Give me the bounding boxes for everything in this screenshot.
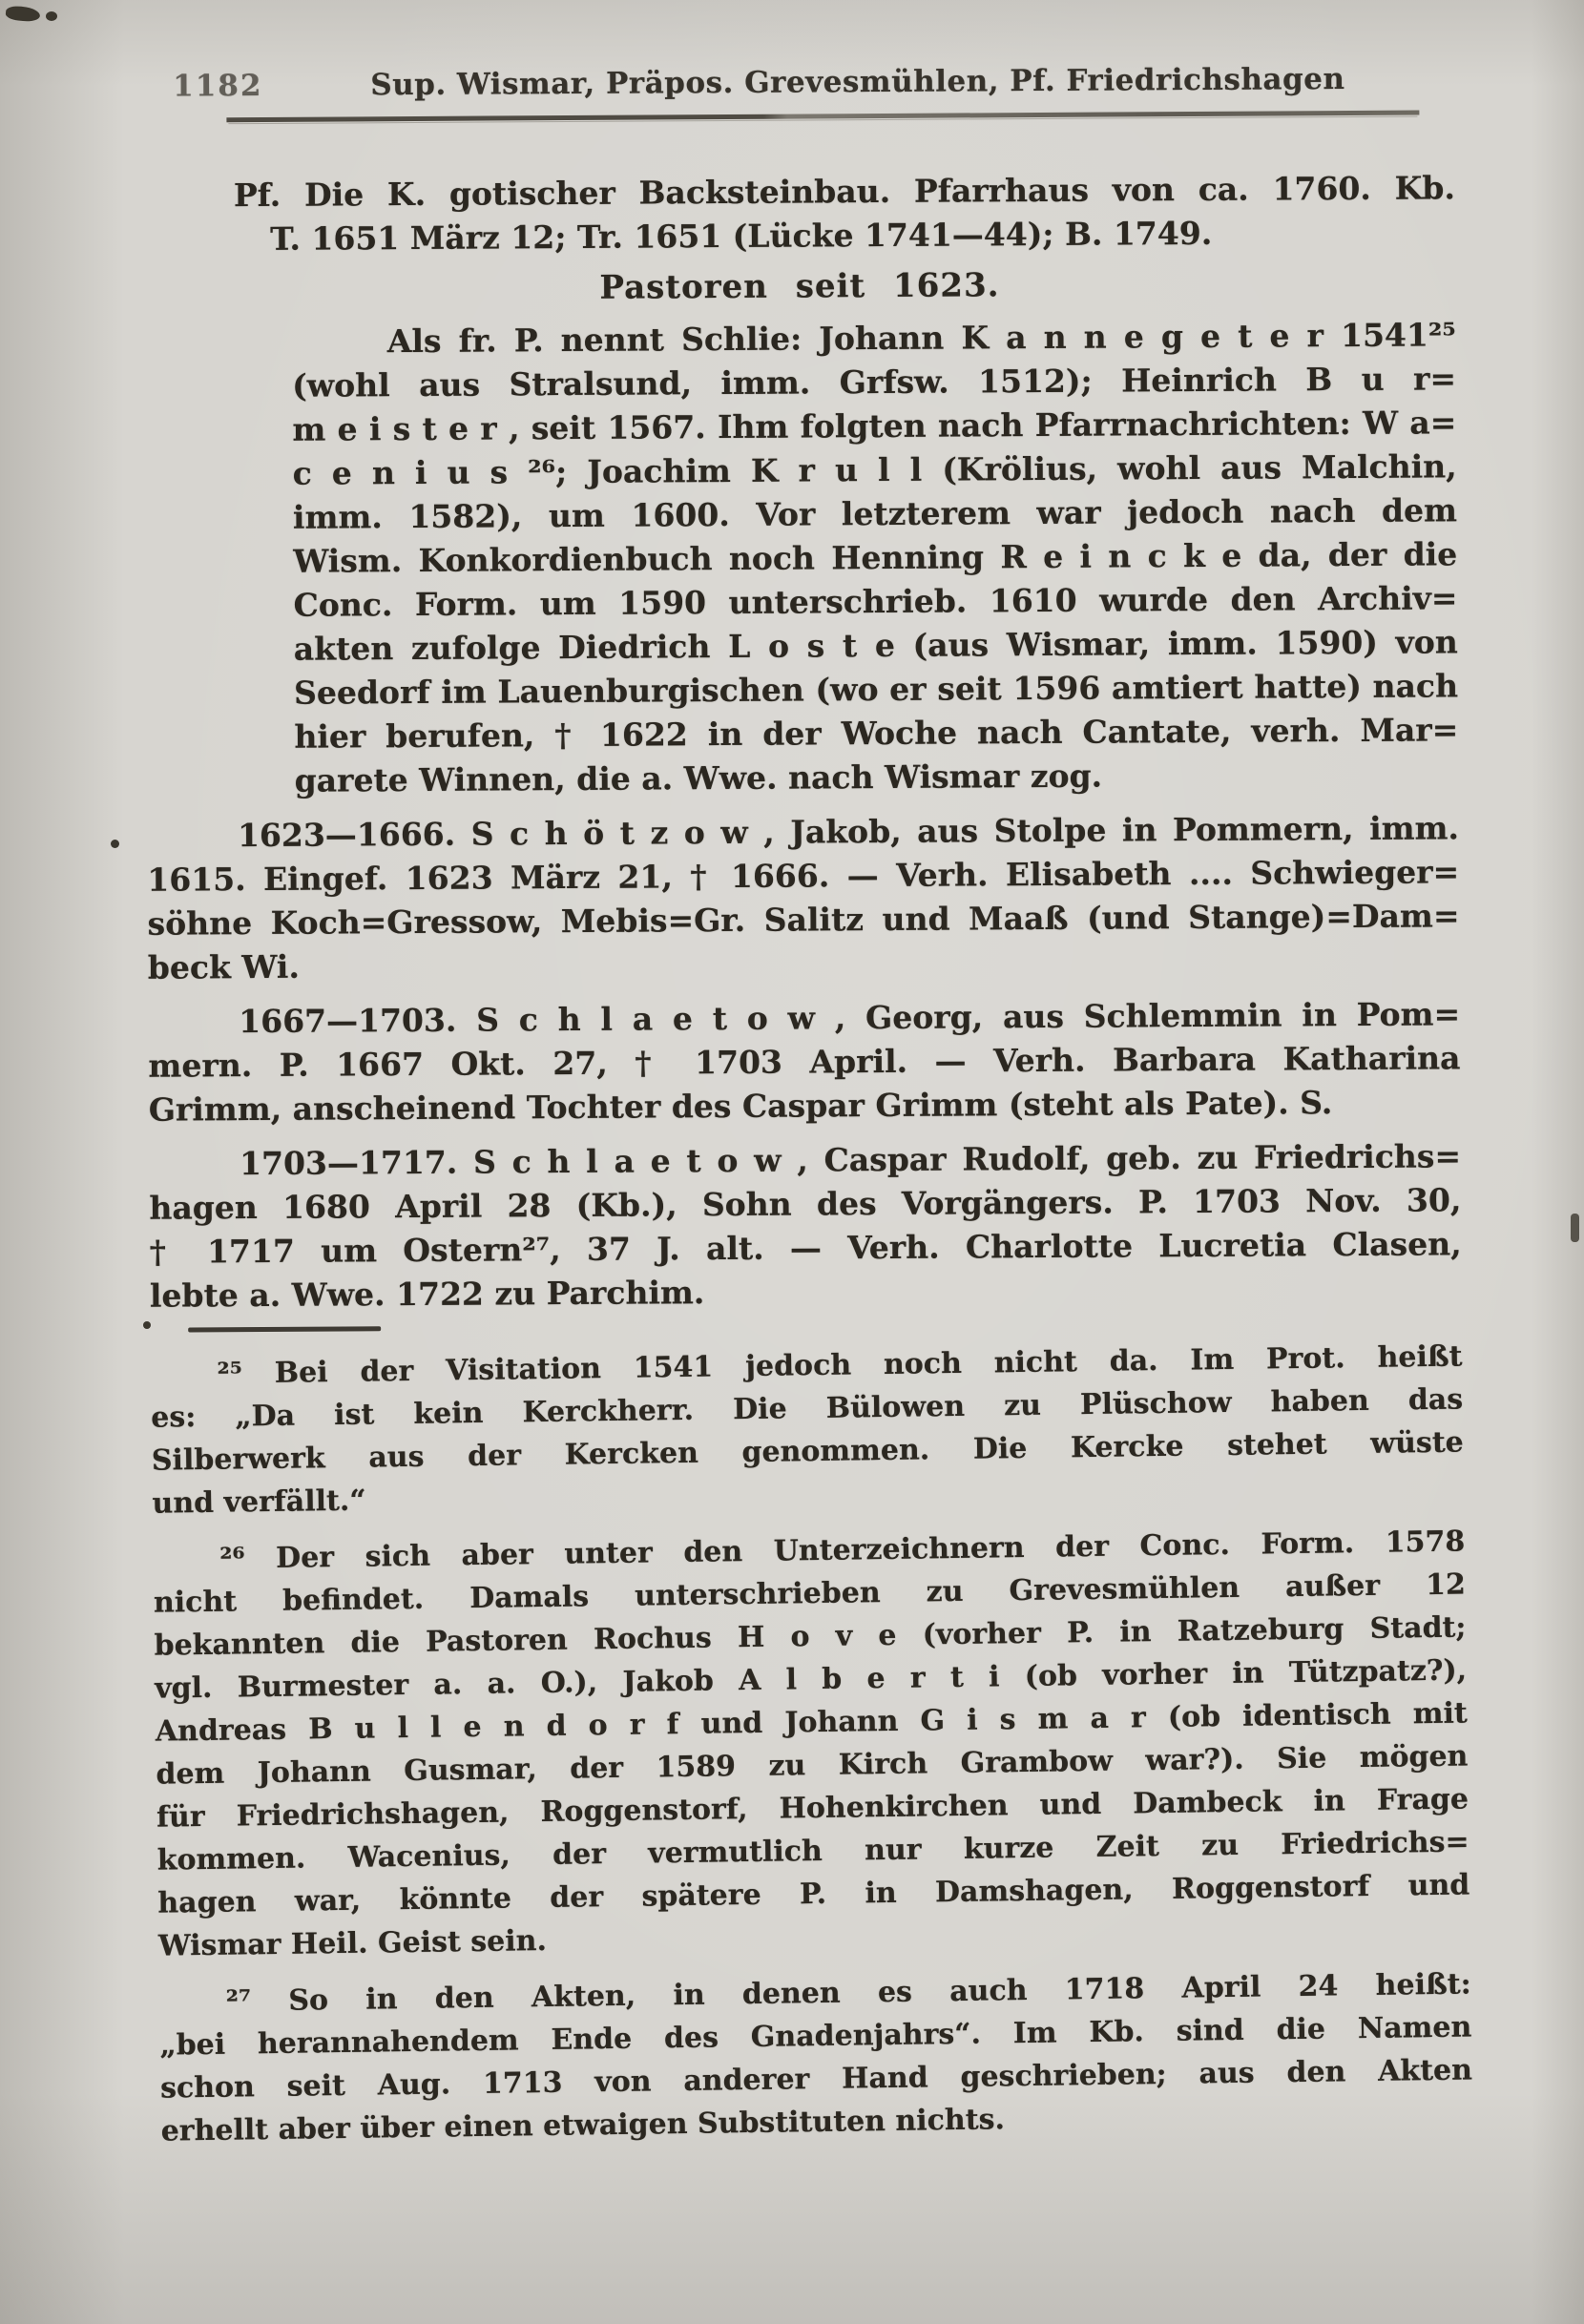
intro-paragraph <box>143 166 1456 261</box>
text-line: Grimm, anscheinend Tochter des Caspar Grimm (steht als Pate). S. <box>148 1084 1333 1129</box>
text-line: 1615. Eingef. 1623 März 21, † 1666. — Verh. Elisabeth .... Schwieger= <box>147 853 1460 899</box>
text-line: Seedorf im Lauenburgischen (wo er seit 1596 amtiert hatte) nach <box>293 667 1459 712</box>
text-line: kommen. Wacenius, der vermutlich nur kurze Zeit zu Friedrichs= <box>156 1825 1469 1878</box>
pastor-entry-1623-1666 <box>147 806 1460 989</box>
header-rule <box>226 111 1419 123</box>
text-line: Conc. Form. um 1590 unterschrieb. 1610 wurde den Archiv= <box>293 579 1458 624</box>
page-header <box>142 61 1454 109</box>
text-line: für Friedrichshagen, Roggenstorf, Hohenkirchen und Dambeck in Frage <box>156 1782 1469 1835</box>
text-line: c e n i u s ²⁶; Joachim K r u l l (Krölius, wohl aus Malchin, <box>292 447 1457 492</box>
text-line: hagen 1680 April 28 (Kb.), Sohn des Vorgängers. P. 1703 Nov. 30, <box>149 1181 1462 1227</box>
text-line: es: „Da ist kein Kerckherr. Die Bülowen zu Plüschow haben das <box>151 1382 1464 1435</box>
scan-artifact <box>111 840 119 848</box>
text-line: Als fr. P. nennt Schlie: Johann K a n n e g e t e r 1541²⁵ <box>386 316 1456 361</box>
text-line: Pf. Die K. gotischer Backsteinbau. Pfarrhaus von ca. 1760. Kb. <box>233 169 1456 215</box>
text-line: mern. P. 1667 Okt. 27, † 1703 April. — Verh. Barbara Katharina <box>148 1039 1461 1085</box>
text-line: Silberwerk aus der Kercken genommen. Die Kercke stehet wüste <box>151 1425 1465 1478</box>
text-line: T. 1651 März 12; Tr. 1651 (Lücke 1741—44); B. 1749. <box>270 214 1213 258</box>
text-line: Wism. Konkordienbuch noch Henning R e i n c k e da, der die <box>293 535 1458 580</box>
text-line: 1703—1717. S c h l a e t o w , Caspar Rudolf, geb. zu Friedrichs= <box>239 1137 1462 1183</box>
running-title: Sup. Wismar, Präpos. Grevesmühlen, Pf. Friedrichshagen <box>370 62 1345 103</box>
text-line: erhellt aber über einen etwaigen Substituten nichts. <box>160 2103 1006 2148</box>
text-line: hagen war, könnte der spätere P. in Damshagen, Roggenstorf und <box>157 1868 1470 1920</box>
text-line: 1623—1666. S c h ö t z o w , Jakob, aus Stolpe in Pommern, imm. <box>237 809 1460 855</box>
section-heading: Pastoren seit 1623. <box>599 266 1000 307</box>
text-line: ²⁵ Bei der Visitation 1541 jedoch noch nicht da. Im Prot. heißt <box>217 1339 1463 1391</box>
text-line: 1667—1703. S c h l a e t o w , Georg, aus Schlemmin in Pom= <box>239 995 1461 1041</box>
text-line: lebte a. Wwe. 1722 zu Parchim. <box>149 1274 705 1315</box>
footnote-27 <box>159 1962 1473 2152</box>
text-line: bekannten die Pastoren Rochus H o v e (vorher P. in Ratzeburg Stadt; <box>154 1610 1467 1663</box>
text-line: hier berufen, † 1622 in der Woche nach Cantate, verh. Mar= <box>294 711 1459 756</box>
text-line: (wohl aus Stralsund, imm. Grfsw. 1512); Heinrich B u r= <box>292 360 1457 405</box>
text-line: beck Wi. <box>147 947 300 986</box>
text-line: Wismar Heil. Geist sein. <box>157 1923 548 1963</box>
text-line: ²⁶ Der sich aber unter den Unterzeichnern der Conc. Form. 1578 <box>219 1525 1466 1576</box>
scan-artifact <box>1571 1214 1579 1242</box>
scan-artifact <box>46 11 57 21</box>
text-line: nicht befindet. Damals unterschrieben zu Grevesmühlen außer 12 <box>153 1567 1467 1620</box>
text-line: imm. 1582), um 1600. Vor letzterem war jedoch nach dem <box>292 491 1458 536</box>
pastor-entry-1703-1717 <box>149 1134 1462 1318</box>
text-line: akten zufolge Diedrich L o s t e (aus Wismar, imm. 1590) von <box>293 623 1458 668</box>
text-line: schon seit Aug. 1713 von anderer Hand geschrieben; aus den Akten <box>159 2053 1473 2106</box>
text-line: „bei herannahendem Ende des Gnadenjahrs“. Im Kb. sind die Namen <box>159 2010 1472 2063</box>
footnote-separator <box>188 1326 381 1332</box>
text-line: ²⁷ So in den Akten, in denen es auch 1718 April 24 heißt: <box>225 1967 1471 2019</box>
page-content <box>142 0 1473 2153</box>
pastor-entry-1667-1703 <box>148 992 1461 1131</box>
footnote-25 <box>150 1336 1464 1525</box>
page-number: 1182 <box>173 68 263 104</box>
text-line: dem Johann Gusmar, der 1589 zu Kirch Grambow war?). Sie mögen <box>156 1739 1469 1792</box>
text-line: vgl. Burmester a. a. O.), Jakob A l b e r t i (ob vorher in Tützpatz?), <box>154 1653 1468 1706</box>
text-line: Andreas B u l l e n d o r f und Johann G i s m a r (ob identisch mit <box>155 1696 1468 1749</box>
text-line: m e i s t e r , seit 1567. Ihm folgten nach Pfarrnachrichten: W a= <box>292 404 1457 448</box>
footnotes-section <box>150 1336 1473 2153</box>
text-line: und verfällt.“ <box>152 1484 366 1521</box>
paragraph-pastors-before-1623 <box>292 313 1459 802</box>
footnote-26 <box>153 1520 1470 1967</box>
text-line: garete Winnen, die a. Wwe. nach Wismar zog. <box>294 757 1103 799</box>
scan-artifact <box>5 5 40 23</box>
text-line: söhne Koch=Gressow, Mebis=Gr. Salitz und Maaß (und Stange)=Dam= <box>147 897 1460 943</box>
text-line: † 1717 um Ostern²⁷, 37 J. alt. — Verh. Charlotte Lucretia Clasen, <box>149 1225 1462 1271</box>
